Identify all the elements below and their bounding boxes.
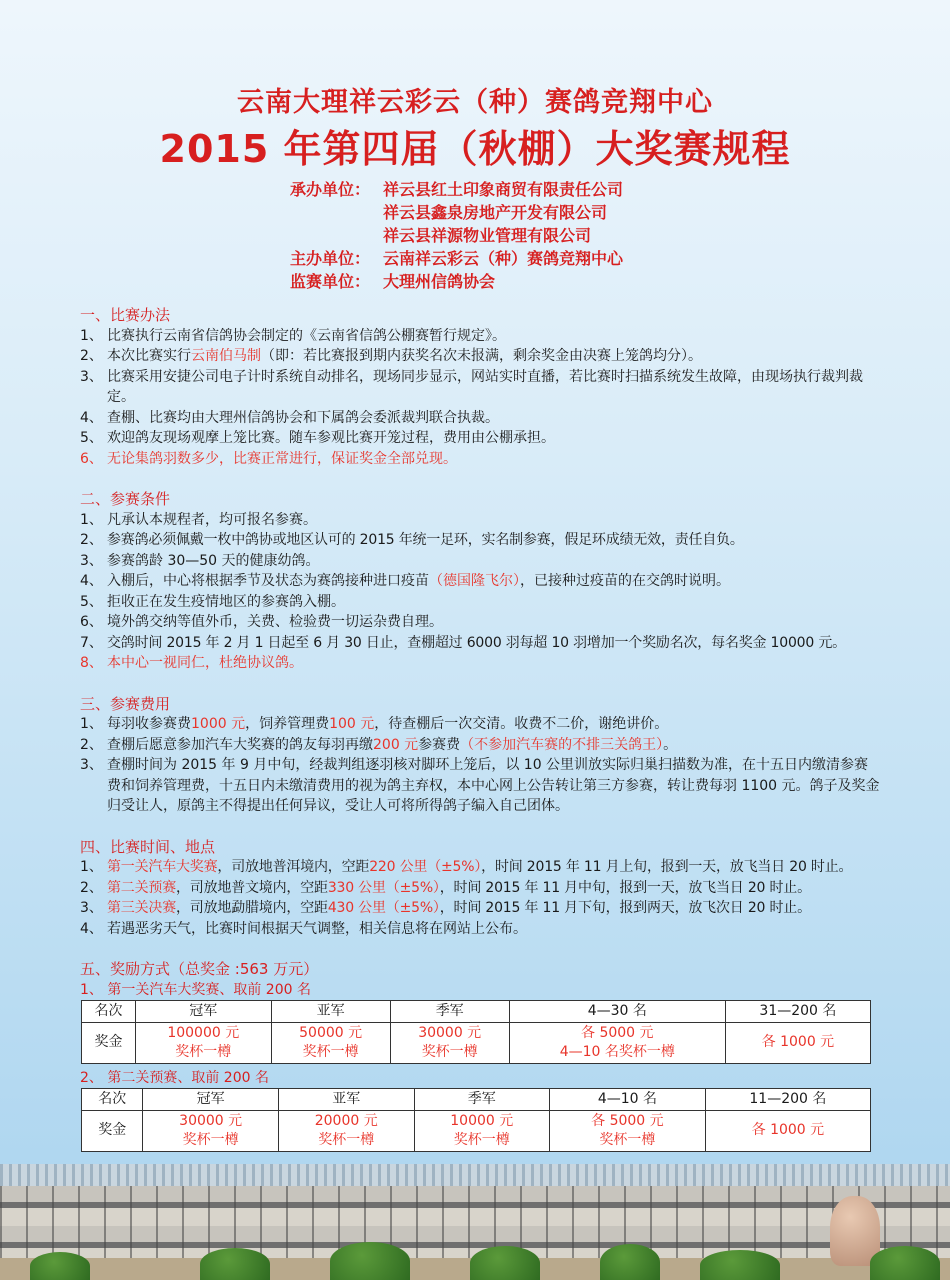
item-number: 2、 bbox=[80, 348, 103, 364]
text-part: （即：若比赛报到期内获奖名次未报满，剩余奖金由决赛上笼鸽均分）。 bbox=[261, 348, 702, 364]
cell-line: 各 1000 元 bbox=[751, 1122, 825, 1138]
host-name: 祥云县红土印象商贸有限责任公司 bbox=[383, 180, 624, 199]
text-part: 本次比赛实行 bbox=[107, 348, 191, 364]
section-title-1: 一、比赛办法 bbox=[80, 306, 171, 324]
sponsor-label: 主办单位： bbox=[290, 249, 371, 268]
table-row bbox=[82, 1089, 871, 1111]
text-part: 查棚后愿意参加汽车大奖赛的鸽友每羽再缴 bbox=[107, 736, 373, 753]
text-part: ，司放地普洱境内，空距 bbox=[217, 859, 370, 875]
prize-table-1 bbox=[81, 1000, 871, 1064]
list-item bbox=[80, 408, 880, 429]
section-title-5: 五、奖励方式（总奖金 :563 万元） bbox=[80, 960, 319, 978]
item-text: 境外鸽交纳等值外币，关费、检验费一切运杂费自理。 bbox=[107, 614, 443, 630]
list-item bbox=[80, 326, 880, 347]
item-text bbox=[107, 857, 880, 878]
shrub bbox=[200, 1248, 270, 1280]
loft-roof bbox=[0, 1164, 950, 1186]
item-number: 3、 bbox=[80, 368, 103, 385]
table-header: 11—200 名 bbox=[705, 1089, 870, 1111]
item-text bbox=[107, 735, 880, 756]
table-cell bbox=[725, 1022, 870, 1063]
host-names bbox=[383, 178, 623, 247]
text-part: ，饲养管理费 bbox=[245, 716, 330, 732]
cell-line: 30000 元 bbox=[179, 1112, 243, 1129]
text-part: 入棚后，中心将根据季节及状态为赛鸽接种进口疫苗 bbox=[107, 573, 429, 589]
cell-line: 奖杯一樽 bbox=[421, 1043, 478, 1060]
cell-line: 奖杯一樽 bbox=[182, 1131, 239, 1148]
table-header: 亚军 bbox=[278, 1089, 414, 1111]
item-number: 5、 bbox=[80, 593, 103, 610]
cell-line: 10000 元 bbox=[450, 1112, 514, 1129]
item-text: 查棚、比赛均由大理州信鸽协会和下属鸽会委派裁判联合执裁。 bbox=[107, 409, 499, 426]
highlight-text: 1000 元 bbox=[191, 716, 246, 732]
text-part: ，已接种过疫苗的在交鸽时说明。 bbox=[520, 573, 730, 589]
list-item bbox=[80, 530, 880, 551]
list-item bbox=[80, 714, 880, 735]
item-number: 1、 bbox=[80, 859, 103, 875]
item-number: 1、 bbox=[80, 327, 103, 344]
item-text: 查棚时间为 2015 年 9 月中旬，经裁判组逐羽核对脚环上笼后，以 10 公里训放实际归巢扫描数为准，在十五日内缴清参赛费和饲养管理费，十五日内未缴清费用的视为鸽主弃权，本中心网上公告转让第三方参赛，转让费每羽 1100 元。鸽子及奖金归受让人，原鸽主不得提出任何异议，受让人可将所得鸽子编入自己团体。 bbox=[107, 757, 880, 814]
list-item bbox=[80, 898, 880, 919]
highlight-text: 云南伯马制 bbox=[191, 348, 261, 364]
item-text bbox=[107, 346, 880, 367]
item-text bbox=[107, 714, 880, 735]
list-item bbox=[80, 510, 880, 531]
table-cell bbox=[390, 1022, 509, 1063]
list-item bbox=[80, 449, 880, 470]
list-item bbox=[80, 551, 880, 572]
table-cell bbox=[271, 1022, 390, 1063]
text-part: 每羽收参赛费 bbox=[107, 716, 191, 732]
item-text bbox=[107, 571, 880, 592]
table-cell bbox=[550, 1110, 706, 1151]
list-item bbox=[80, 653, 880, 674]
table-row bbox=[82, 1001, 871, 1023]
section-title-3: 三、参赛费用 bbox=[80, 694, 171, 713]
table-header: 冠军 bbox=[143, 1089, 279, 1111]
table-cell bbox=[414, 1110, 550, 1151]
supervisor-name: 大理州信鸽协会 bbox=[383, 272, 496, 291]
item-text: 本中心一视同仁，杜绝协议鸽。 bbox=[107, 655, 303, 671]
shrub bbox=[600, 1244, 660, 1280]
host-name: 祥云县祥源物业管理有限公司 bbox=[383, 226, 592, 245]
table-header: 亚军 bbox=[271, 1001, 390, 1023]
item-number: 3、 bbox=[80, 900, 103, 916]
table-cell bbox=[705, 1110, 870, 1151]
item-number: 1、 bbox=[80, 511, 103, 528]
item-number: 3、 bbox=[80, 552, 103, 569]
item-text: 比赛执行云南省信鸽协会制定的《云南省信鸽公棚赛暂行规定》。 bbox=[107, 327, 506, 344]
text-part: ，时间 2015 年 11 月下旬，报到两天，放飞次日 20 时止。 bbox=[439, 900, 811, 916]
table-header: 季军 bbox=[390, 1001, 509, 1023]
table-row bbox=[82, 1022, 871, 1063]
highlight-text: 330 公里（±5%） bbox=[327, 879, 440, 896]
item-text: 若遇恶劣天气，比赛时间根据天气调整，相关信息将在网站上公布。 bbox=[107, 920, 527, 937]
highlight-text: 220 公里（±5%） bbox=[369, 859, 482, 875]
table-header: 名次 bbox=[82, 1001, 136, 1023]
shrub bbox=[870, 1246, 940, 1280]
item-number: 7、 bbox=[80, 634, 103, 651]
list-item bbox=[80, 633, 880, 654]
list-item bbox=[80, 346, 880, 367]
list-item bbox=[80, 755, 880, 817]
table-header: 名次 bbox=[82, 1089, 143, 1111]
table2-title: 2、 第二关预赛、取前 200 名 bbox=[80, 1069, 269, 1086]
rules-content bbox=[80, 305, 880, 1152]
poster-title: 云南大理祥云彩云（种）赛鸽竞翔中心 bbox=[237, 87, 713, 118]
list-item bbox=[80, 735, 880, 756]
item-text: 凡承认本规程者，均可报名参赛。 bbox=[107, 511, 317, 528]
organizers-block bbox=[290, 178, 623, 293]
cell-line: 30000 元 bbox=[418, 1024, 482, 1041]
item-number: 6、 bbox=[80, 614, 103, 630]
table-cell bbox=[509, 1022, 725, 1063]
text-part: ，时间 2015 年 11 月上旬，报到一天，放飞当日 20 时止。 bbox=[481, 859, 853, 875]
sponsor-name: 云南祥云彩云（种）赛鸽竞翔中心 bbox=[383, 249, 624, 268]
list-item bbox=[80, 592, 880, 613]
table-cell: 奖金 bbox=[82, 1022, 136, 1063]
list-item bbox=[80, 857, 880, 878]
host-label: 承办单位： bbox=[290, 180, 371, 199]
cell-line: 奖杯一樽 bbox=[302, 1043, 359, 1060]
item-text: 比赛采用安捷公司电子计时系统自动排名，现场同步显示，网站实时直播，若比赛时扫描系统发生故障，由现场执行裁判裁定。 bbox=[107, 368, 863, 405]
item-number: 6、 bbox=[80, 450, 103, 467]
cell-line: 奖杯一樽 bbox=[175, 1043, 232, 1060]
cell-line: 奖杯一樽 bbox=[453, 1131, 510, 1148]
section-title-4: 四、比赛时间、地点 bbox=[80, 837, 216, 856]
shrub bbox=[470, 1246, 540, 1280]
loft-photo bbox=[0, 1150, 950, 1280]
section-title-2: 二、参赛条件 bbox=[80, 490, 171, 508]
item-text: 交鸽时间 2015 年 2 月 1 日起至 6 月 30 日止，查棚超过 6000 羽每超 10 羽增加一个奖励名次，每名奖金 10000 元。 bbox=[107, 634, 846, 651]
table-header: 季军 bbox=[414, 1089, 550, 1111]
highlight-text: 100 元 bbox=[329, 716, 375, 732]
text-part: 。 bbox=[663, 736, 678, 753]
item-text: 欢迎鸽友现场观摩上笼比赛。随车参观比赛开笼过程，费用由公棚承担。 bbox=[107, 430, 555, 446]
item-number: 2、 bbox=[80, 736, 103, 753]
highlight-text: 430 公里（±5%） bbox=[327, 900, 440, 916]
supervisor-row bbox=[290, 270, 623, 293]
item-text: 无论集鸽羽数多少，比赛正常进行，保证奖金全部兑现。 bbox=[107, 450, 457, 467]
highlight-text: （不参加汽车赛的不排三关鸽王） bbox=[460, 736, 664, 753]
cell-line: 奖杯一樽 bbox=[599, 1131, 656, 1148]
item-text bbox=[107, 898, 880, 919]
table-row bbox=[82, 1110, 871, 1151]
item-text bbox=[107, 878, 880, 899]
cell-line: 各 5000 元 bbox=[581, 1024, 654, 1041]
item-text: 参赛鸽龄 30—50 天的健康幼鸽。 bbox=[107, 552, 320, 569]
highlight-text: 第三关决赛 bbox=[107, 900, 176, 916]
prize-table-2 bbox=[81, 1088, 871, 1152]
list-item bbox=[80, 367, 880, 408]
text-part: ，司放地勐腊境内，空距 bbox=[176, 900, 328, 916]
table1-title: 1、 第一关汽车大奖赛、取前 200 名 bbox=[80, 981, 311, 998]
text-part: ，待查棚后一次交清。收费不二价，谢绝讲价。 bbox=[374, 716, 669, 732]
cell-line: 100000 元 bbox=[167, 1024, 240, 1041]
highlight-text: （德国隆飞尔） bbox=[429, 573, 520, 589]
item-number: 5、 bbox=[80, 430, 103, 446]
table-cell bbox=[278, 1110, 414, 1151]
list-item bbox=[80, 612, 880, 633]
item-number: 2、 bbox=[80, 532, 103, 548]
shrub bbox=[30, 1252, 90, 1280]
item-text: 拒收正在发生疫情地区的参赛鸽入棚。 bbox=[107, 593, 345, 610]
poster-subtitle: 2015 年第四届（秋棚）大奖赛规程 bbox=[159, 127, 791, 171]
cell-line: 奖杯一樽 bbox=[318, 1131, 375, 1148]
item-number: 2、 bbox=[80, 879, 103, 896]
cell-line: 20000 元 bbox=[314, 1112, 378, 1129]
text-part: ，时间 2015 年 11 月中旬，报到一天，放飞当日 20 时止。 bbox=[439, 879, 811, 896]
item-text: 参赛鸽必须佩戴一枚中鸽协或地区认可的 2015 年统一足环，实名制参赛，假足环成绩无效，责任自负。 bbox=[107, 532, 744, 548]
list-item bbox=[80, 878, 880, 899]
host-row bbox=[290, 178, 623, 247]
table-header: 冠军 bbox=[135, 1001, 271, 1023]
sponsor-row bbox=[290, 247, 623, 270]
item-number: 4、 bbox=[80, 409, 103, 426]
highlight-text: 第一关汽车大奖赛 bbox=[107, 859, 218, 875]
item-number: 8、 bbox=[80, 655, 103, 671]
highlight-text: 200 元 bbox=[373, 736, 419, 753]
cell-line: 50000 元 bbox=[299, 1024, 363, 1041]
table-cell: 奖金 bbox=[82, 1110, 143, 1151]
list-item bbox=[80, 571, 880, 592]
shrub bbox=[330, 1242, 410, 1280]
text-part: 参赛费 bbox=[418, 736, 461, 753]
cell-line: 各 5000 元 bbox=[591, 1112, 664, 1129]
table-header: 4—10 名 bbox=[550, 1089, 706, 1111]
host-name: 祥云县鑫泉房地产开发有限公司 bbox=[383, 203, 608, 222]
supervisor-label: 监赛单位： bbox=[290, 272, 371, 291]
table-header: 31—200 名 bbox=[725, 1001, 870, 1023]
list-item bbox=[80, 919, 880, 940]
text-part: ，司放地普文境内，空距 bbox=[176, 879, 328, 896]
table-cell bbox=[135, 1022, 271, 1063]
table-header: 4—30 名 bbox=[509, 1001, 725, 1023]
list-item bbox=[80, 428, 880, 449]
cell-line: 各 1000 元 bbox=[761, 1034, 835, 1050]
item-number: 1、 bbox=[80, 716, 103, 732]
item-number: 3、 bbox=[80, 757, 103, 773]
table-cell bbox=[143, 1110, 279, 1151]
cell-line: 4—10 名奖杯一樽 bbox=[559, 1043, 675, 1060]
item-number: 4、 bbox=[80, 573, 103, 589]
shrub bbox=[700, 1250, 780, 1280]
highlight-text: 第二关预赛 bbox=[107, 879, 176, 896]
item-number: 4、 bbox=[80, 920, 103, 937]
